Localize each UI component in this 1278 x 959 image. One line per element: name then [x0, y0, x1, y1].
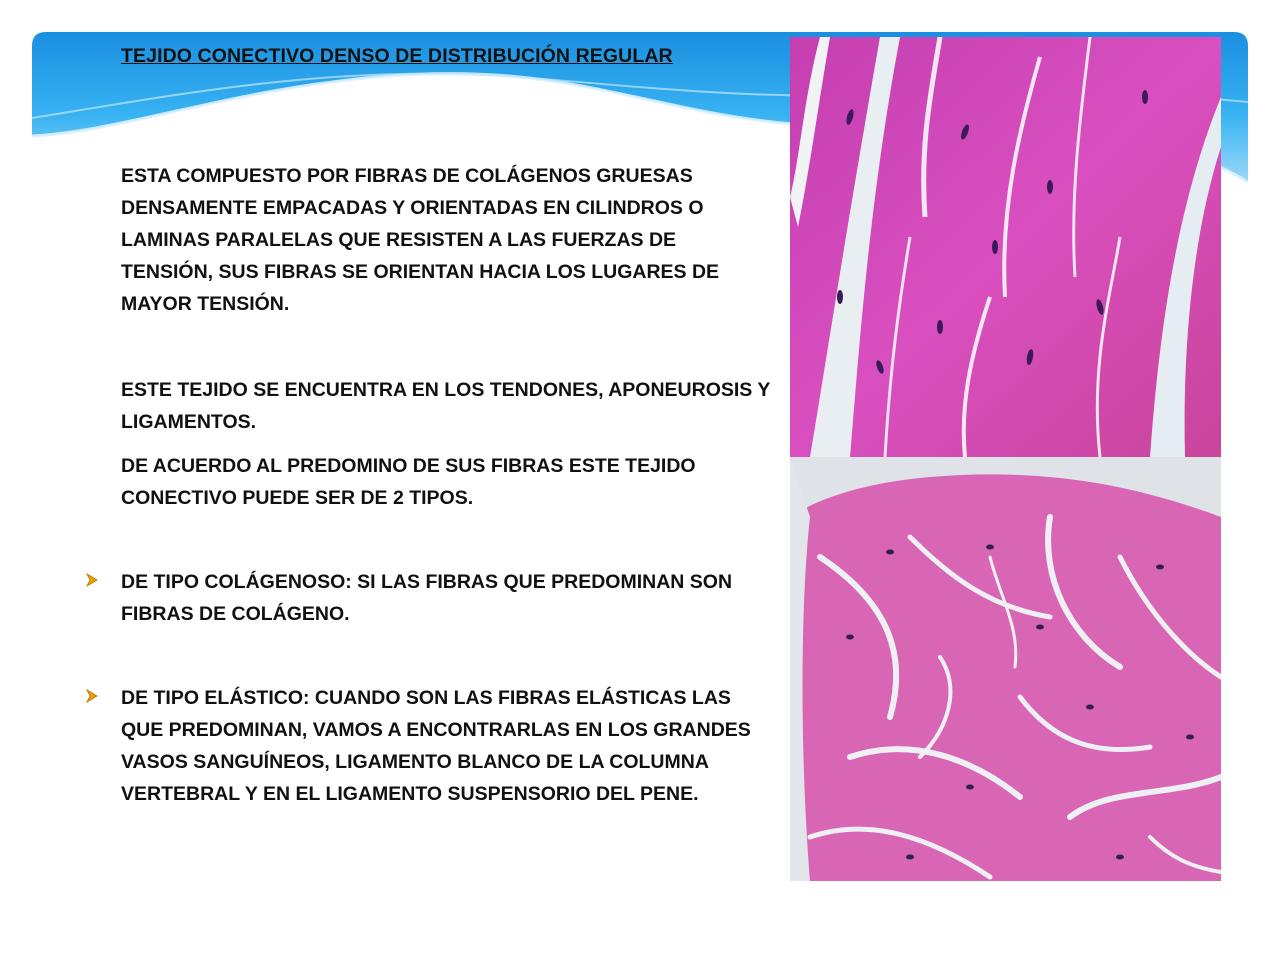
arrow-bullet-icon [84, 688, 100, 704]
bullet-item-collagen [0, 566, 771, 630]
bullet-text-elastic: DE TIPO ELÁSTICO: CUANDO SON LAS FIBRAS ELÁSTICAS LAS QUE PREDOMINAN, VAMOS A ENCONTRARLAS EN LOS GRANDES VASOS SANGUÍNEOS, LIGAMENTO BLANCO DE LA COLUMNA VERTEBRAL Y EN EL LIGAMENTO SUSPENSORIO DEL PENE. [121, 687, 751, 805]
arrow-bullet-icon [84, 572, 100, 588]
paragraph-location: ESTE TEJIDO SE ENCUENTRA EN LOS TENDONES, APONEUROSIS Y LIGAMENTOS. [121, 379, 771, 433]
slide-title: TEJIDO CONECTIVO DENSO DE DISTRIBUCIÓN REGULAR [121, 45, 673, 67]
bullet-item-elastic [0, 682, 771, 810]
histology-photo-regular-dense-tissue [790, 37, 1221, 457]
histology-photo-cross-section-tissue [790, 457, 1221, 881]
slide-text-body [121, 40, 771, 805]
paragraph-types-intro: DE ACUERDO AL PREDOMINO DE SUS FIBRAS ESTE TEJIDO CONECTIVO PUEDE SER DE 2 TIPOS. [121, 455, 696, 509]
bullet-text-collagen: DE TIPO COLÁGENOSO: SI LAS FIBRAS QUE PREDOMINAN SON FIBRAS DE COLÁGENO. [121, 571, 733, 625]
paragraph-composition: ESTA COMPUESTO POR FIBRAS DE COLÁGENOS GRUESAS DENSAMENTE EMPACADAS Y ORIENTADAS EN CILINDROS O LAMINAS PARALELAS QUE RESISTEN A LAS FUERZAS DE TENSIÓN, SUS FIBRAS SE ORIENTAN HACIA LOS LUGARES DE MAYOR TENSIÓN. [121, 165, 720, 315]
